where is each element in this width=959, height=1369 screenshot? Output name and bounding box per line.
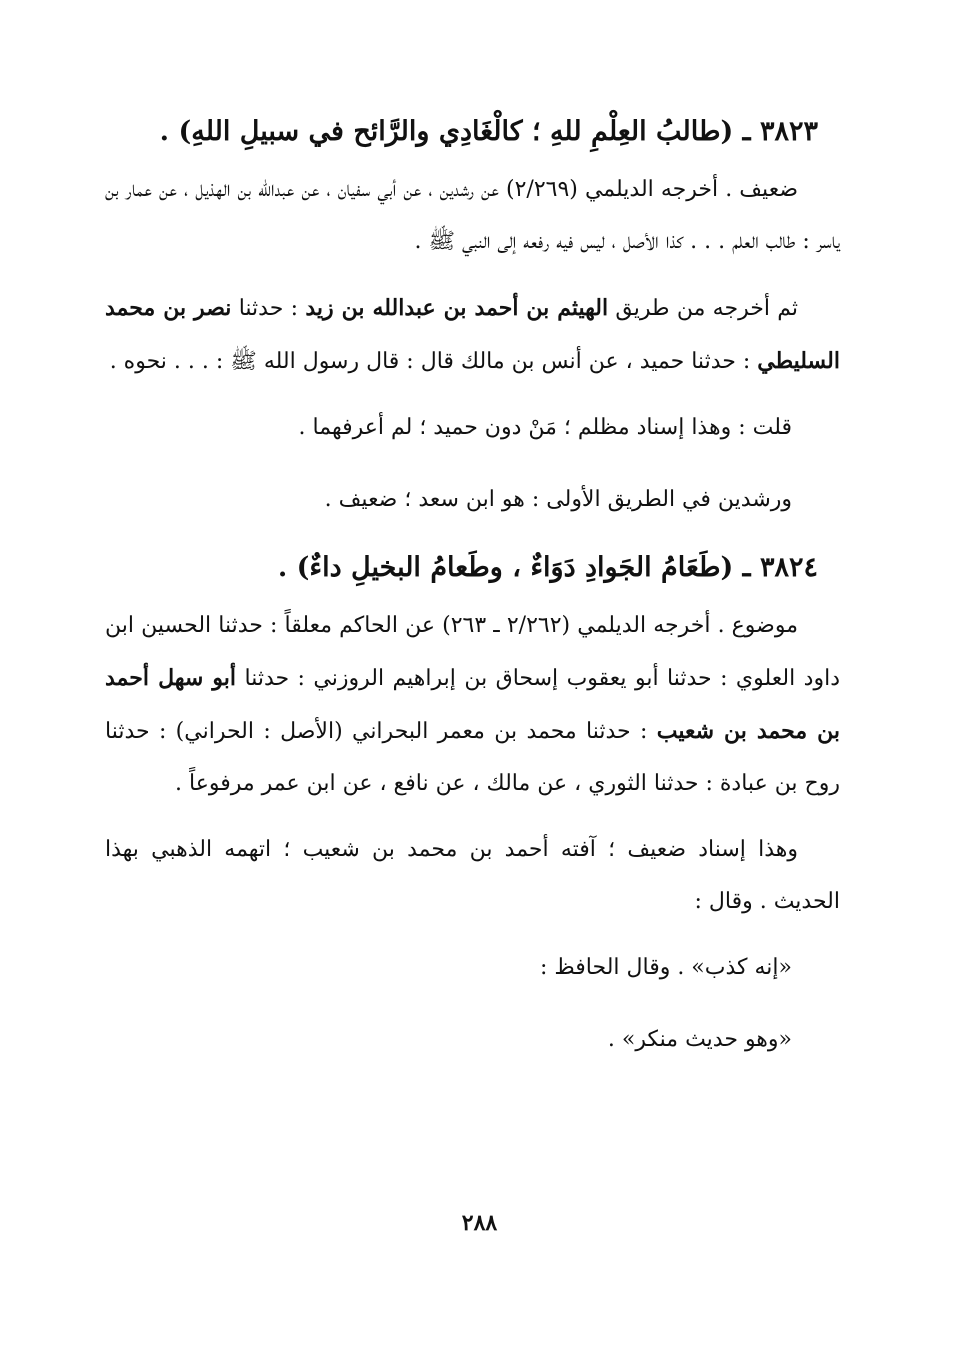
entry-3823-p2-text-c: : حدثنا — [231, 296, 306, 321]
entry-3823-p2-text-a: ثم أخرجه من طريق — [608, 296, 798, 321]
entry-3823-p2-narrator-2: نصر بن محمد السليطي — [105, 295, 840, 374]
entry-3824-quote-1: «إنه كذب» . وقال الحافظ : — [539, 955, 792, 980]
entry-3824-heading: ٣٨٢٤ ـ (طَعَامُ الجَوادِ دَوَاءٌ ، وطَعامُ البخيلِ داءٌ) . — [277, 552, 818, 583]
entry-3824-p1-text-c: : حدثنا محمد بن معمر البحراني (الأصل : الحراني) : حدثنا روح بن عبادة : حدثنا الثوري ، عن مالك ، عن نافع ، عن ابن عمر مرفوعاً . — [105, 719, 840, 796]
entry-3823-heading: ٣٨٢٣ ـ (طالبُ العِلْمِ للهِ ؛ كالْغَادِي والرَّائح في سبيلِ اللهِ) . — [159, 116, 818, 147]
entry-3824-paragraph-1 — [105, 600, 840, 810]
entry-3824-p1-text-a: موضوع . أخرجه الديلمي (٢/٢٦٢ ـ ٢٦٣) عن الحاكم معلقاً : حدثنا الحسين ابن داود العلوي : حدثنا أبو يعقوب إسحاق بن إبراهيم الروزني : حدثنا — [105, 613, 840, 691]
entry-3824-paragraph-2: وهذا إسناد ضعيف ؛ آفته أحمد بن محمد بن شعيب ؛ اتهمه الذهبي بهذا الحديث . وقال : — [105, 837, 840, 914]
entry-3823-p2-text-e: : حدثنا حميد ، عن أنس بن مالك قال : قال رسول الله ﷺ : . . . نحوه . — [109, 349, 758, 374]
entry-3823-paragraph-1: ضعيف . أخرجه الديلمي (٢/٢٦٩) عن رشدين ، عن أبي سفيان ، عن عبدالله بن الهذيل ، عن عمار بن ياسر : طالب العلم . . . كذا الأصل ، ليس فيه رفعه إلى النبي ﷺ . — [105, 177, 840, 254]
entry-3823-comment-1: قلت : وهذا إسناد مظلم ؛ مَنْ دون حميد ؛ لم أعرفهما . — [298, 415, 792, 440]
page-body — [105, 110, 840, 1086]
page-number: ٢٨٨ — [461, 1210, 498, 1236]
entry-3824-quote-2: «وهو حديث منكر» . — [607, 1027, 792, 1052]
entry-3823-paragraph-2 — [105, 282, 840, 388]
entry-3823-comment-2: ورشدين في الطريق الأولى : هو ابن سعد ؛ ضعيف . — [324, 487, 792, 512]
entry-3823-p2-narrator-1: الهيثم بن أحمد بن عبدالله بن زيد — [305, 295, 609, 321]
entry-3824-p1-narrator: أبو سهل أحمد بن محمد بن شعيب — [105, 665, 840, 744]
